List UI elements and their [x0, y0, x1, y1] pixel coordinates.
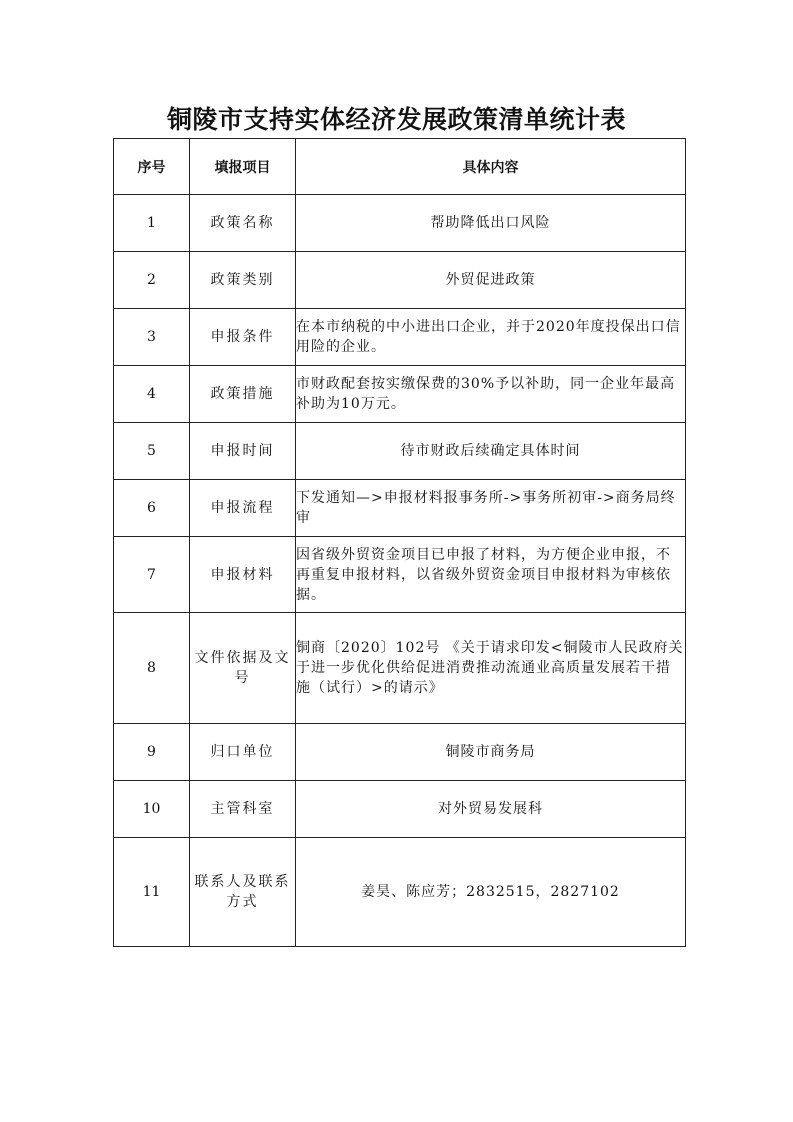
- row-serial: 10: [114, 781, 190, 838]
- table-row: [114, 613, 686, 724]
- row-item: 联系人及联系方式: [190, 838, 296, 947]
- table-row: [114, 309, 686, 366]
- table-row: [114, 252, 686, 309]
- row-serial: 11: [114, 838, 190, 947]
- row-item: 申报材料: [190, 537, 296, 613]
- row-item: 政策名称: [190, 195, 296, 252]
- row-serial: 4: [114, 366, 190, 423]
- row-item: 申报流程: [190, 480, 296, 537]
- row-item: 政策措施: [190, 366, 296, 423]
- header-item: 填报项目: [190, 139, 296, 195]
- table-row: [114, 195, 686, 252]
- row-serial: 1: [114, 195, 190, 252]
- row-serial: 8: [114, 613, 190, 724]
- table-row: [114, 480, 686, 537]
- row-content: 姜昊、陈应芳；2832515，2827102: [296, 838, 686, 947]
- row-item: 申报条件: [190, 309, 296, 366]
- row-serial: 7: [114, 537, 190, 613]
- row-item: 政策类别: [190, 252, 296, 309]
- row-content: 对外贸易发展科: [296, 781, 686, 838]
- row-content: 因省级外贸资金项目已申报了材料，为方便企业申报，不再重复申报材料，以省级外贸资金项目申报材料为审核依据。: [296, 537, 686, 613]
- row-item: 归口单位: [190, 724, 296, 781]
- table-row: [114, 537, 686, 613]
- row-content: 铜陵市商务局: [296, 724, 686, 781]
- row-content: 市财政配套按实缴保费的30%予以补助，同一企业年最高补助为10万元。: [296, 366, 686, 423]
- table-row: [114, 724, 686, 781]
- row-content: 待市财政后续确定具体时间: [296, 423, 686, 480]
- row-content: 帮助降低出口风险: [296, 195, 686, 252]
- row-item: 文件依据及文号: [190, 613, 296, 724]
- header-serial: 序号: [114, 139, 190, 195]
- row-serial: 2: [114, 252, 190, 309]
- table-header-row: [114, 139, 686, 195]
- row-serial: 6: [114, 480, 190, 537]
- table-row: [114, 838, 686, 947]
- row-content: 下发通知—>申报材料报事务所->事务所初审->商务局终审: [296, 480, 686, 537]
- table-row: [114, 423, 686, 480]
- row-content: 铜商〔2020〕102号 《关于请求印发<铜陵市人民政府关于进一步优化供给促进消费推动流通业高质量发展若干措施（试行）>的请示》: [296, 613, 686, 724]
- row-content: 在本市纳税的中小进出口企业，并于2020年度投保出口信用险的企业。: [296, 309, 686, 366]
- row-content: 外贸促进政策: [296, 252, 686, 309]
- row-item: 主管科室: [190, 781, 296, 838]
- table-row: [114, 781, 686, 838]
- table-row: [114, 366, 686, 423]
- row-serial: 5: [114, 423, 190, 480]
- policy-table: [113, 138, 686, 947]
- page-title: 铜陵市支持实体经济发展政策清单统计表: [166, 105, 626, 134]
- header-content: 具体内容: [296, 139, 686, 195]
- row-serial: 9: [114, 724, 190, 781]
- row-item: 申报时间: [190, 423, 296, 480]
- row-serial: 3: [114, 309, 190, 366]
